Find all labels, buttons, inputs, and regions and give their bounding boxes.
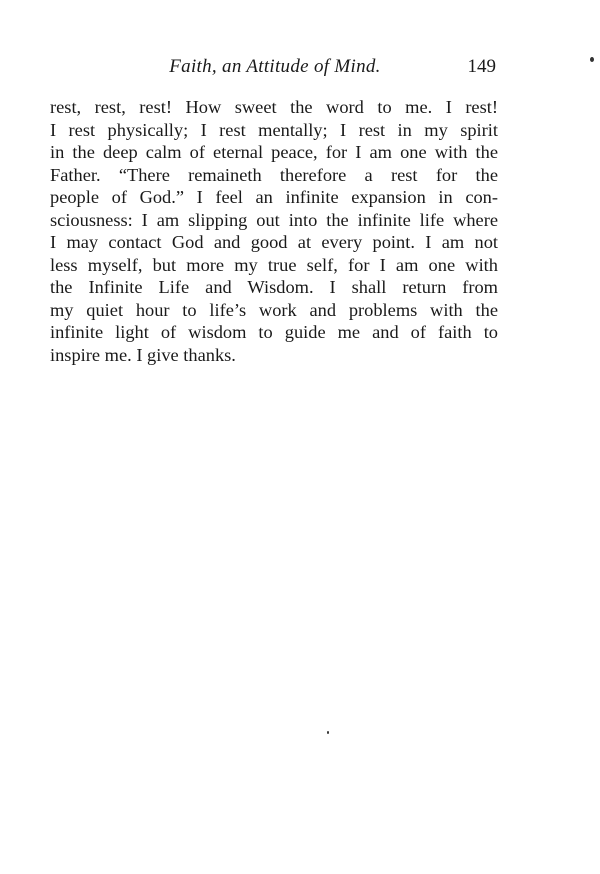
text-line: in the deep calm of eternal peace, for I am one with the (50, 142, 498, 162)
text-line: people of God.” I feel an infinite expansion in con- (50, 187, 498, 207)
text-line: I rest physically; I rest mentally; I rest in my spirit (50, 119, 498, 140)
ink-speck (590, 57, 594, 62)
body-paragraph (50, 96, 498, 366)
text-line: infinite light of wisdom to guide me and of faith to (50, 322, 498, 342)
text-line: sciousness: I am slipping out into the infinite life where (50, 209, 498, 230)
ink-speck (327, 731, 329, 734)
running-title: Faith, an Attitude of Mind. (169, 56, 381, 77)
running-head (50, 56, 500, 84)
text-line: the Infinite Life and Wisdom. I shall return from (50, 277, 498, 297)
text-line: I may contact God and good at every point. I am not (50, 232, 498, 252)
text-line: less myself, but more my true self, for I am one with (50, 254, 498, 275)
text-line: Father. “There remaineth therefore a rest for the (50, 164, 498, 185)
text-line: my quiet hour to life’s work and problems with the (50, 299, 498, 320)
page-number: 149 (467, 56, 496, 77)
text-line: rest, rest, rest! How sweet the word to me. I rest! (50, 97, 498, 117)
text-line-last: inspire me. I give thanks. (50, 344, 236, 365)
